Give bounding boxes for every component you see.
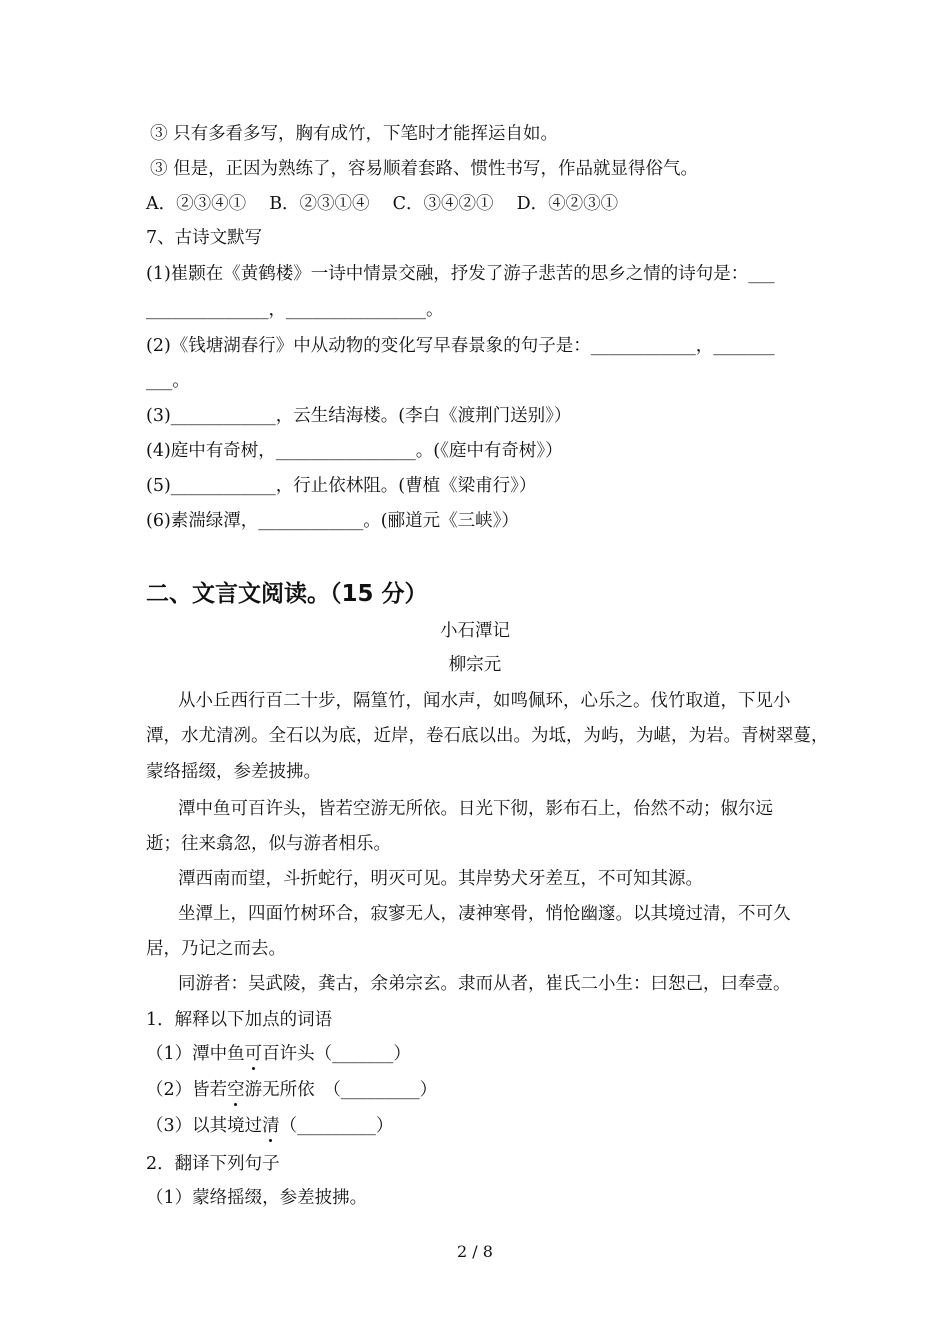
passage-line: 居，乃记之而去。 bbox=[146, 939, 286, 959]
question-7-title: 7、古诗文默写 bbox=[146, 228, 263, 248]
passage-line: 潭西南而望，斗折蛇行，明灭可见。其岸势犬牙差互，不可知其源。 bbox=[178, 869, 703, 889]
question-1-item bbox=[146, 1114, 393, 1138]
question-7-3: (3)____________，云生结海楼。(李白《渡荆门送别》） bbox=[146, 406, 572, 426]
passage-author: 柳宗元 bbox=[448, 655, 502, 675]
question-2-item: （1）蒙络摇缀，参差披拂。 bbox=[146, 1188, 368, 1208]
page-number: 2 / 8 bbox=[457, 1242, 493, 1261]
passage-line: 同游者：吴武陵，龚古，余弟宗玄。隶而从者，崔氏二小生：曰恕己，曰奉壹。 bbox=[178, 974, 791, 994]
passage-line: 潭中鱼可百许头，皆若空游无所依。日光下彻，影布石上，佁然不动；俶尔远 bbox=[178, 799, 773, 819]
question-2-title: 2．翻译下列句子 bbox=[146, 1154, 280, 1174]
text-line: ③ 但是，正因为熟练了，容易顺着套路、惯性书写，作品就显得俗气。 bbox=[150, 159, 699, 179]
question-7-1-blanks: ______________，________________。 bbox=[146, 300, 444, 320]
passage-line: 蒙络摇缀，参差披拂。 bbox=[146, 762, 321, 782]
item-text: （2）皆若 bbox=[146, 1080, 228, 1100]
passage-line: 潭，水尤清冽。全石以为底，近岸，卷石底以出。为坻，为屿，为嵁，为岩。青树翠蔓， bbox=[146, 726, 829, 746]
question-7-6: (6)素湍绿潭，____________。(郦道元《三峡》） bbox=[146, 511, 519, 531]
answer-options: A．②③④① B．②③①④ C．③④②① D．④②③① bbox=[146, 194, 619, 214]
dotted-word: 清 bbox=[262, 1116, 280, 1136]
item-text: 百许头（_______） bbox=[262, 1044, 411, 1064]
question-7-5: (5)____________，行止依林阻。(曹植《梁甫行》） bbox=[146, 476, 537, 496]
passage-line: 坐潭上，四面竹树环合，寂寥无人，凄神寒骨，悄怆幽邃。以其境过清，不可久 bbox=[178, 904, 791, 924]
item-text: （_________） bbox=[279, 1116, 394, 1136]
item-text: （3）以其境过 bbox=[146, 1116, 263, 1136]
question-7-4: (4)庭中有奇树，________________。(《庭中有奇树》） bbox=[146, 441, 563, 461]
item-text: 游无所依 （_________） bbox=[244, 1080, 438, 1100]
text-line: ③ 只有多看多写，胸有成竹，下笔时才能挥运自如。 bbox=[150, 124, 559, 144]
passage-line: 逝；往来翕忽，似与游者相乐。 bbox=[146, 834, 391, 854]
question-1-item bbox=[146, 1042, 411, 1066]
question-7-2: (2)《钱塘湖春行》中从动物的变化写早春景象的句子是：____________，_______ bbox=[146, 336, 775, 356]
question-7-2-blanks: ___。 bbox=[146, 371, 190, 391]
question-1-title: 1．解释以下加点的词语 bbox=[146, 1010, 333, 1030]
item-text: （1）潭中鱼 bbox=[146, 1044, 245, 1064]
passage-line: 从小丘西行百二十步，隔篁竹，闻水声，如鸣佩环，心乐之。伐竹取道，下见小 bbox=[178, 691, 791, 711]
dotted-word: 空 bbox=[227, 1080, 245, 1100]
question-1-item bbox=[146, 1078, 437, 1102]
passage-title: 小石潭记 bbox=[440, 621, 510, 641]
section-heading: 二、文言文阅读。（15 分） bbox=[146, 581, 428, 607]
question-7-1: (1)崔颢在《黄鹤楼》一诗中情景交融，抒发了游子悲苦的思乡之情的诗句是：___ bbox=[146, 264, 775, 284]
dotted-word: 可 bbox=[244, 1044, 263, 1064]
